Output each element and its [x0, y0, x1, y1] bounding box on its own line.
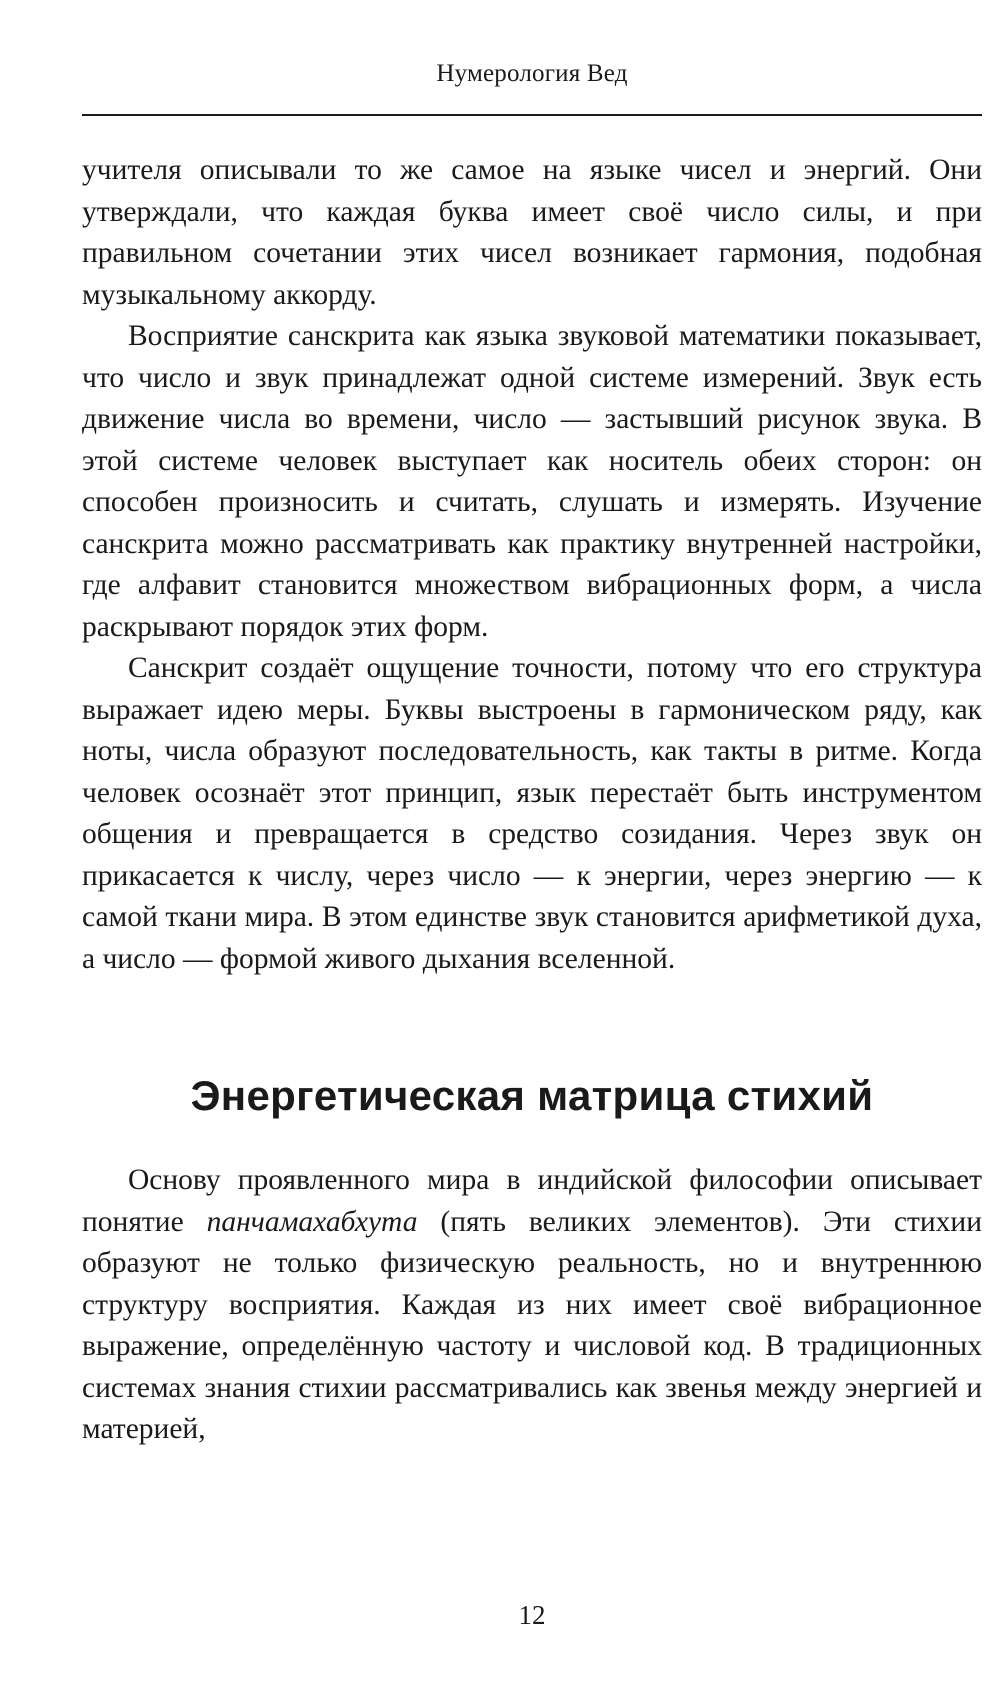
page-number: 12 — [518, 1600, 546, 1630]
body-text — [82, 150, 982, 1451]
paragraph-3: Санскрит создаёт ощущение точности, потому что его структура выражает идею меры. Буквы выстроены в гармоническом ряду, как ноты, числа образуют последовательность, как такты в ритме. Когда человек осознаёт этот принцип, язык перестаёт быть инструментом общения и превращается в средство созидания. Через звук он прикасается к числу, через число — к энергии, через энергию — к самой ткани мира. В этом единстве звук становится арифметикой духа, а число — формой живого дыхания вселенной. — [82, 652, 982, 975]
paragraph-4-end: (пять великих элементов). Эти стихии образуют не только физическую реальность, но и внутреннюю структуру восприятия. Каждая из них имеет своё вибрационное выражение, определённую частоту и числовой код. В традиционных системах знания стихии рассматривались как звенья между энергией и материей, — [82, 1205, 983, 1445]
paragraph-1: учителя описывали то же самое на языке чисел и энергий. Они утверждали, что каждая буква имеет своё число силы, и при правильном сочетании этих чисел возникает гармония, подобная музыкальному аккорду. — [82, 154, 982, 311]
paragraph-2: Восприятие санскрита как языка звуковой математики показывает, что число и звук принадлежат одной системе измерений. Звук есть движение числа во времени, число — застывший рисунок звука. В этой системе человек выступает как носитель обеих сторон: он способен произносить и считать, слушать и измерять. Изучение санскрита можно рассматривать как практику внутренней настройки, где алфавит становится множеством вибрационных форм, а числа раскрывают порядок этих форм. — [82, 320, 982, 643]
term-panchamahabhuta: панчамахабхута — [206, 1205, 418, 1238]
paragraph-4-start: Основу проявленного мира в индийской философии описывает понятие — [82, 1164, 982, 1238]
header-rule — [82, 114, 982, 116]
paragraph-4 — [82, 1160, 982, 1451]
section-heading: Энергетическая матрица стихий — [190, 1072, 874, 1119]
running-header: Нумерология Вед — [436, 60, 628, 87]
